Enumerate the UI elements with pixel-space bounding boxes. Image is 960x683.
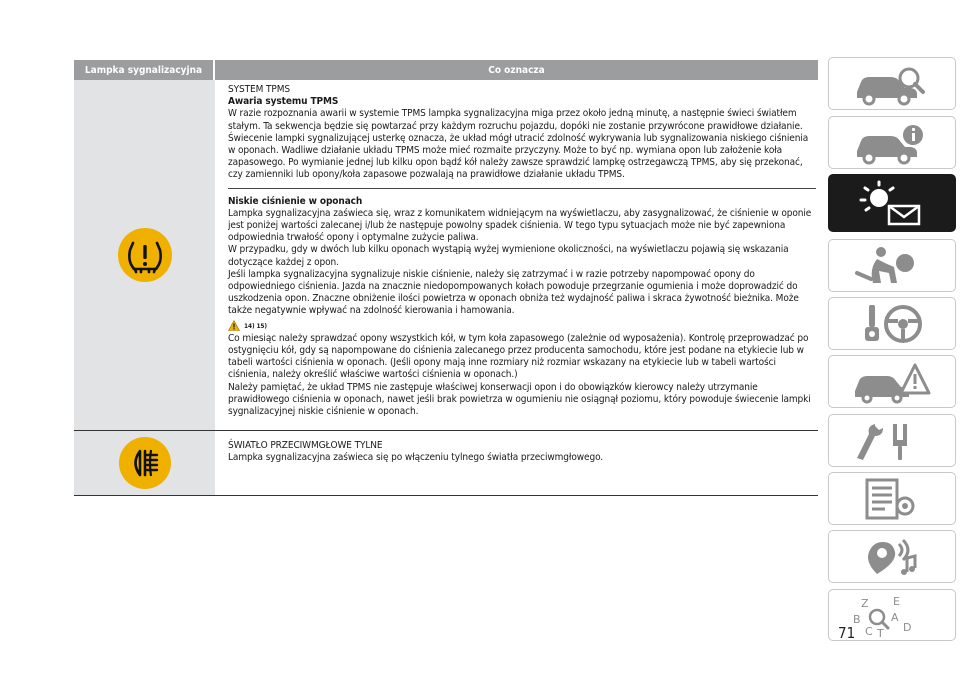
maintenance-tools-icon: [847, 418, 937, 464]
paragraph: Co miesiąc należy sprawdzać opony wszystkich kół, w tym koła zapasowego (zależnie od wyposażenia). Kontrolę przeprowadzać po ostygnięciu kół, gdy są napompowane do ciśnienia zalecanego przez producenta samochodu, które jest podane na etykiecie lub w tabeli wartości ciśnienia w oponach. (Jeśli opony mają inne rozmiary niż rozmiar wskazany na etykiecie lub w tabeli wartości ciśnienia, należy określić właściwe wartości ciśnienia w oponach.): [228, 332, 809, 381]
multimedia-icon: [847, 534, 937, 580]
tab-warning-lights-messages[interactable]: [828, 174, 956, 232]
index-letter: T: [877, 627, 884, 639]
table-header: [74, 60, 818, 80]
tpms-warning-icon: [117, 227, 173, 283]
icon-cell: [74, 431, 215, 495]
paragraph: Lampka sygnalizacyjna zaświeca się, wraz z komunikatem widniejącym na wyświetlaczu, aby zasygnalizować, że ciśnienie w oponie jest poniżej wartości zalecanej i/lub że następuje powolny spadek ciśnienia. W tego typu sytuacjach może nie być zapewniona odpowiednia trwałość opony i optymalne zużycie paliwa.: [228, 207, 812, 244]
section-subtitle: Awaria systemu TPMS: [228, 96, 339, 108]
warning-light-message-icon: [847, 178, 937, 228]
header-warning-light: Lampka sygnalizacyjna: [74, 60, 215, 80]
section-title: ŚWIATŁO PRZECIWMGŁOWE TYLNE: [228, 440, 383, 452]
car-info-icon: [847, 121, 937, 165]
tab-maintenance[interactable]: [828, 414, 956, 467]
alphabetical-index-icon: [847, 591, 937, 639]
index-letter: D: [903, 621, 912, 634]
tab-safety[interactable]: [828, 239, 956, 292]
index-letter: E: [893, 595, 900, 608]
airbag-safety-icon: [847, 243, 937, 289]
low-pressure-section: [228, 188, 816, 425]
car-emergency-icon: [847, 359, 937, 405]
description-cell: [215, 80, 818, 430]
index-letter: C: [865, 625, 873, 638]
tpms-fault-section: [228, 84, 816, 188]
tab-technical-data[interactable]: [828, 472, 956, 525]
paragraph: Jeśli lampka sygnalizacyjna sygnalizuje niskie ciśnienie, należy się zatrzymać i w razie potrzeby napompować opony do odpowiedniego ciśnienia. Jazda na znacznie niedopompowanych kołach powoduje przegrzanie ogumienia i może doprowadzić do uszkodzenia opon. Znaczne obniżenie ilości powietrza w oponach obniża też wydajność paliwa i skraca żywotność bieżnika. Może także negatywnie wpływać na zdolność kierowania i hamowania.: [228, 268, 799, 317]
index-letter: Z: [861, 597, 869, 610]
tab-car-info[interactable]: [828, 116, 956, 169]
caution-triangle-icon: [228, 320, 240, 331]
header-meaning: Co oznacza: [488, 64, 545, 76]
index-letter: B: [853, 613, 861, 626]
paragraph: Lampka sygnalizacyjna zaświeca się po włączeniu tylnego światła przeciwmgłowego.: [228, 452, 604, 464]
key-steering-wheel-icon: [847, 301, 937, 347]
tab-getting-to-know-car[interactable]: [828, 57, 956, 110]
section-title: SYSTEM TPMS: [228, 84, 291, 95]
car-search-icon: [847, 62, 937, 106]
tab-emergency[interactable]: [828, 355, 956, 408]
warning-lights-table: [74, 60, 818, 496]
tab-starting-driving[interactable]: [828, 297, 956, 350]
rear-fog-light-icon: [118, 436, 172, 490]
table-row: [74, 80, 818, 431]
page-number: 71: [838, 624, 856, 642]
paragraph: Należy pamiętać, że układ TPMS nie zastępuje właściwej konserwacji opon i do obowiązków kierowcy należy utrzymanie prawidłowego ciśnienia w oponach, nawet jeśli brak powietrza w ogumieniu nie osiągnął poziomu, który powoduje świecenie lampki sygnalizacyjnej niskie ciśnienie w oponach.: [228, 381, 811, 418]
index-letter: A: [891, 611, 899, 624]
technical-data-icon: [847, 476, 937, 522]
table-row: [74, 431, 818, 496]
description-cell: [215, 431, 818, 495]
icon-cell: [74, 80, 215, 430]
paragraph: W razie rozpoznania awarii w systemie TPMS lampka sygnalizacyjna miga przez około jedną minutę, a następnie świeci światłem stałym. Ta sekwencja będzie się powtarzać przy każdym rozruchu pojazdu, dopóki nie zostanie przywrócone prawidłowe działanie. Świecenie lampki sygnalizującej usterkę oznacza, że układ mógł utracić zdolność wykrywania lub sygnalizowania niskiego ciśnienia w oponach. Wadliwe działanie układu TPMS może mieć rozmaite przyczyny. Może to być np. wymiana opon lub założenie koła zapasowego. Po wymianie jednej lub kilku opon bądź kół należy zawsze sprawdzić lampkę ostrzegawczą TPMS, aby się przekonać, czy zamienniki lub opony/koła zapasowe pozwalają na prawidłowe działanie układu TPMS.: [228, 108, 809, 181]
tab-multimedia[interactable]: [828, 530, 956, 583]
warning-refs: 14) 15): [244, 321, 267, 330]
paragraph: W przypadku, gdy w dwóch lub kilku oponach wystąpią wyżej wymienione okoliczności, na wyświetlaczu pojawią się wskazania dotyczące każdej z opon.: [228, 244, 789, 268]
section-subtitle: Niskie ciśnienie w oponach: [228, 195, 363, 207]
warning-reference: [228, 320, 816, 332]
